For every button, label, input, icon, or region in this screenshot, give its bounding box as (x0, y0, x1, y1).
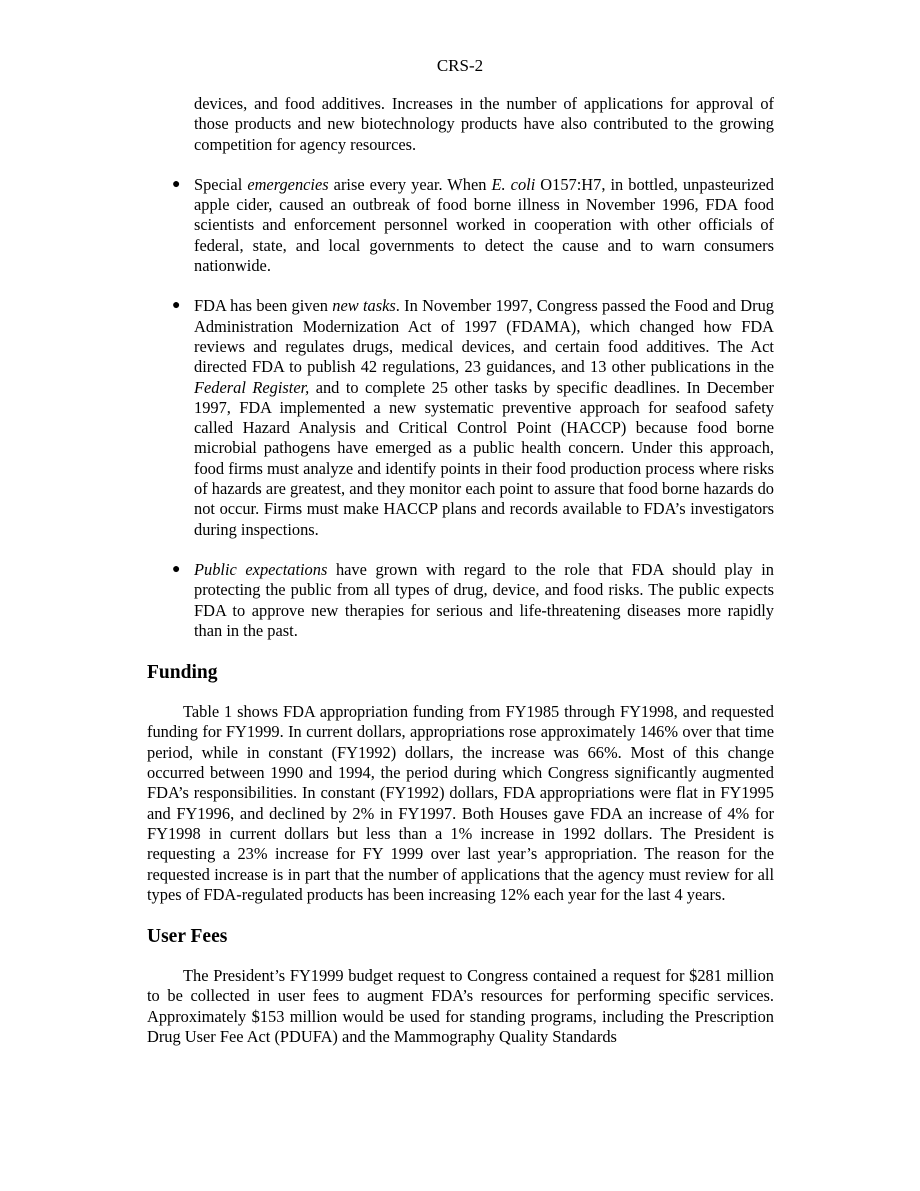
bullet-icon: ● (172, 298, 181, 314)
bullet-item-emergencies: ● Special emergencies arise every year. When E. coli O157:H7, in bottled, unpasteurized apple cider, caused an outbreak of food borne illness in November 1996, FDA food scientists and enforcement personnel worked in cooperation with other officials of federal, state, and local governments to detect the cause and to warn consumers nationwide. (172, 174, 774, 276)
page-number: CRS-2 (436, 56, 484, 75)
bullet-list (147, 175, 774, 641)
user-fees-paragraph: The President’s FY1999 budget request to Congress contained a request for $281 million to be collected in user fees to augment FDA’s resources for performing specific services. Approximately $153 million would be used for standing programs, including the Prescription Drug User Fee Act (PDUFA) and the Mammography Quality Standards (147, 966, 774, 1046)
section-heading-user-fees: User Fees (147, 926, 228, 948)
document-body (147, 94, 774, 1047)
bullet-icon: ● (172, 176, 181, 192)
funding-paragraph: Table 1 shows FDA appropriation funding from FY1985 through FY1998, and requested funding for FY1999. In current dollars, appropriations rose approximately 146% over that time period, while in constant (FY1992) dollars, the increase was 66%. Most of this change occurred between 1990 and 1994, the period during which Congress significantly augmented FDA’s responsibilities. In constant (FY1992) dollars, FDA appropriations were flat in FY1995 and FY1996, and declined by 2% in FY1997. Both Houses gave FDA an increase of 4% for FY1998 in current dollars but less than a 1% increase in 1992 dollars. The President is requesting a 23% increase for FY 1999 over last year’s appropriation. The reason for the requested increase is in part that the number of applications that the agency must review for all types of FDA-regulated products has been increasing 12% each year for the last 4 years. (147, 702, 774, 904)
continued-paragraph: devices, and food additives. Increases in the number of applications for approval of those products and new biotechnology products have also contributed to the growing competition for agency resources. (194, 94, 774, 154)
bullet-item-public-expectations: ● Public expectations have grown with regard to the role that FDA should play in protecting the public from all types of drug, device, and food risks. The public expects FDA to approve new therapies for serious and life-threatening diseases more rapidly than in the past. (172, 559, 774, 640)
section-heading-funding: Funding (147, 662, 218, 684)
bullet-icon: ● (172, 561, 181, 577)
bullet-item-new-tasks: ● FDA has been given new tasks. In November 1997, Congress passed the Food and Drug Administration Modernization Act of 1997 (FDAMA), which changed how FDA reviews and regulates drugs, medical devices, and certain food additives. The Act directed FDA to publish 42 regulations, 23 guidances, and 13 other publications in the Federal Register, and to complete 25 other tasks by specific deadlines. In December 1997, FDA implemented a new systematic preventive approach for seafood safety called Hazard Analysis and Critical Control Point (HACCP) because food borne microbial pathogens have emerged as a public health concern. Under this approach, food firms must analyze and identify points in their food production process where risks of hazards are greatest, and they monitor each point to assure that food borne hazards do not occur. Firms must make HACCP plans and records available to FDA’s investigators during inspections. (172, 296, 774, 539)
